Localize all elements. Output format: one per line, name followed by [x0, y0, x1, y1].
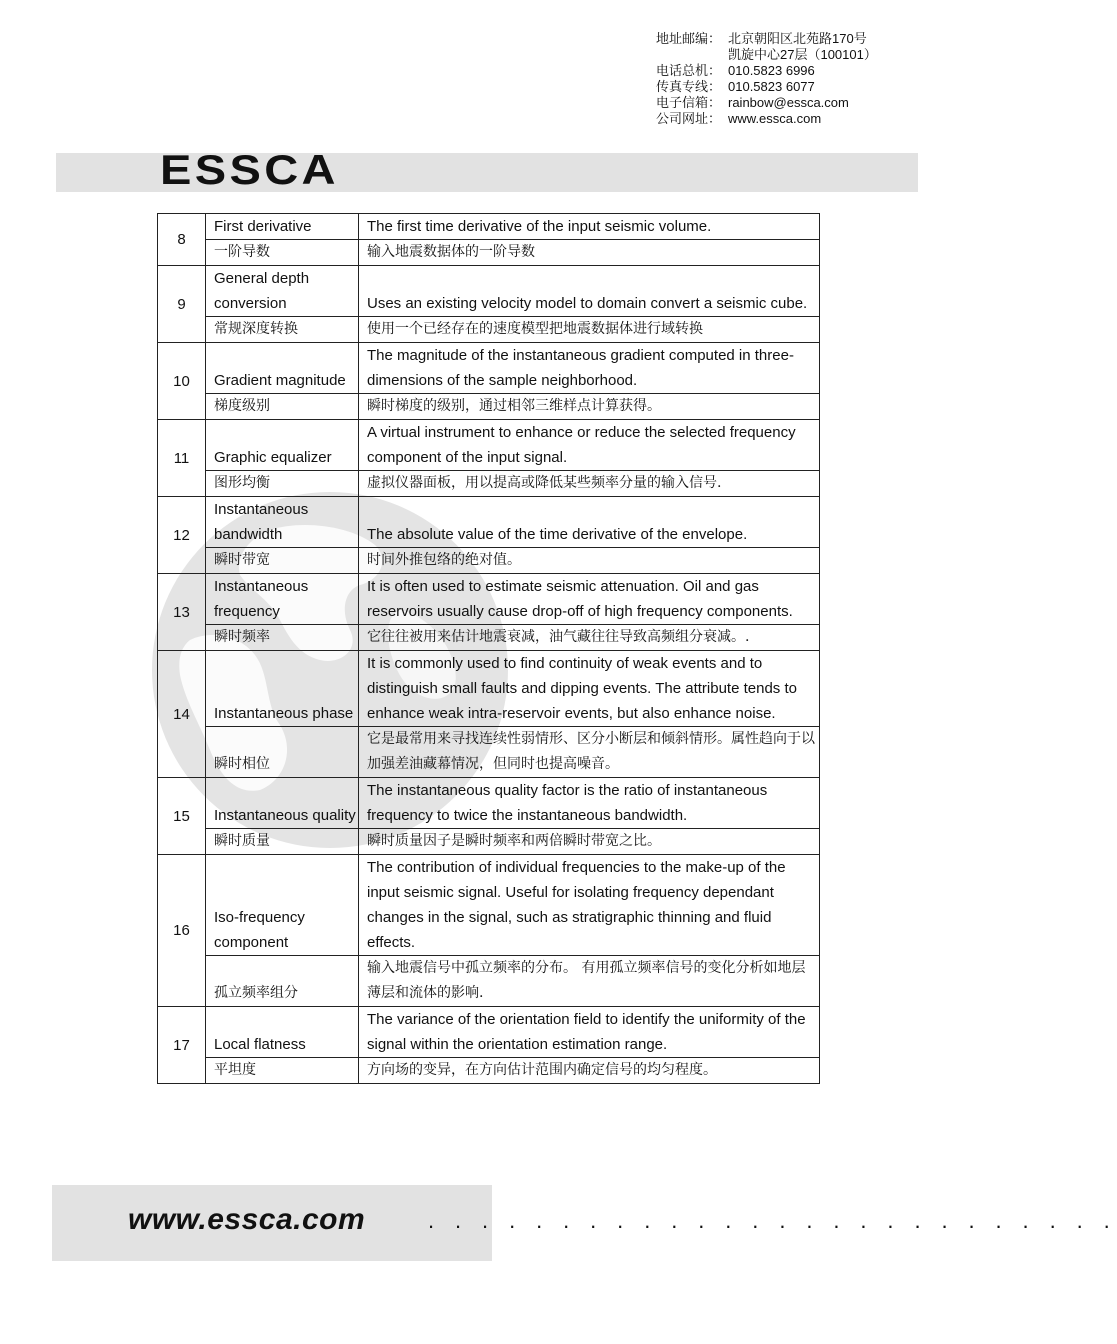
footer-dot-leader: . . . . . . . . . . . . . . . . . . . . . . . . . . — [428, 1208, 1117, 1233]
term-en: Local flatness — [206, 1007, 359, 1058]
definition-en: A virtual instrument to enhance or reduce the selected frequency component of the input signal. — [359, 420, 820, 471]
term-cn: 一阶导数 — [206, 240, 359, 266]
contact-address — [656, 31, 877, 47]
definition-en: It is commonly used to find continuity of weak events and to distinguish small faults and dipping events. The attribute tends to enhance weak intra-reservoir events, but also enhance noise. — [359, 651, 820, 727]
table-row — [158, 548, 820, 574]
term-cn: 图形均衡 — [206, 471, 359, 497]
definition-en: The magnitude of the instantaneous gradient computed in three-dimensions of the sample neighborhood. — [359, 343, 820, 394]
table-row — [158, 343, 820, 394]
table-row — [158, 727, 820, 778]
table-row — [158, 420, 820, 471]
table-row — [158, 471, 820, 497]
row-number: 16 — [158, 855, 206, 1007]
footer-website-link[interactable]: www.essca.com — [128, 1203, 366, 1236]
term-en: Gradient magnitude — [206, 343, 359, 394]
definition-en: It is often used to estimate seismic attenuation. Oil and gas reservoirs usually cause drop-off of high frequency components. — [359, 574, 820, 625]
term-en: Iso-frequency component — [206, 855, 359, 956]
term-en: Instantaneous frequency — [206, 574, 359, 625]
row-number: 14 — [158, 651, 206, 778]
contact-value: rainbow@essca.com — [728, 95, 849, 110]
table-row — [158, 266, 820, 317]
row-number: 10 — [158, 343, 206, 420]
contact-value: 010.5823 6077 — [728, 79, 815, 94]
definition-cn: 使用一个已经存在的速度模型把地震数据体进行域转换 — [359, 317, 820, 343]
table-row — [158, 497, 820, 548]
term-cn: 平坦度 — [206, 1058, 359, 1084]
row-number: 13 — [158, 574, 206, 651]
definition-cn: 它往往被用来估计地震衰减，油气藏往往导致高频组分衰减。. — [359, 625, 820, 651]
definition-en: The absolute value of the time derivative of the envelope. — [359, 497, 820, 548]
definition-cn: 输入地震数据体的一阶导数 — [359, 240, 820, 266]
attribute-table — [157, 213, 819, 1084]
term-cn: 瞬时质量 — [206, 829, 359, 855]
term-cn: 常规深度转换 — [206, 317, 359, 343]
contact-value: 凯旋中心27层（100101） — [728, 47, 877, 62]
table-row — [158, 855, 820, 956]
definition-cn: 虚拟仪器面板，用以提高或降低某些频率分量的输入信号. — [359, 471, 820, 497]
definition-cn: 瞬时质量因子是瞬时频率和两倍瞬时带宽之比。 — [359, 829, 820, 855]
definition-en: The instantaneous quality factor is the ratio of instantaneous frequency to twice the instantaneous bandwidth. — [359, 778, 820, 829]
definition-en: The contribution of individual frequencies to the make-up of the input seismic signal. Useful for isolating frequency dependant changes in the signal, such as stratigraphic thinning and fluid effects. — [359, 855, 820, 956]
definition-en: Uses an existing velocity model to domain convert a seismic cube. — [359, 266, 820, 317]
term-cn: 孤立频率组分 — [206, 956, 359, 1007]
contact-value: www.essca.com — [728, 111, 822, 126]
row-number: 12 — [158, 497, 206, 574]
contact-label: 电话总机： — [656, 63, 722, 78]
term-cn: 瞬时频率 — [206, 625, 359, 651]
definition-cn: 方向场的变异，在方向估计范围内确定信号的均匀程度。 — [359, 1058, 820, 1084]
contact-label: 地址邮编： — [656, 31, 722, 46]
definition-cn: 瞬时梯度的级别，通过相邻三维样点计算获得。 — [359, 394, 820, 420]
contact-block — [656, 31, 877, 127]
definition-cn: 时间外推包络的绝对值。 — [359, 548, 820, 574]
table-row — [158, 956, 820, 1007]
term-en: Instantaneous bandwidth — [206, 497, 359, 548]
contact-address-line2 — [656, 47, 877, 63]
term-en: Instantaneous phase — [206, 651, 359, 727]
row-number: 8 — [158, 214, 206, 266]
table-row — [158, 625, 820, 651]
brand-logo: ESSCA — [160, 146, 339, 193]
contact-label: 电子信箱： — [656, 95, 722, 110]
table-row — [158, 1058, 820, 1084]
table-row — [158, 778, 820, 829]
table-row — [158, 651, 820, 727]
term-cn: 瞬时带宽 — [206, 548, 359, 574]
row-number: 9 — [158, 266, 206, 343]
table-row — [158, 240, 820, 266]
definition-en: The first time derivative of the input seismic volume. — [359, 214, 820, 240]
term-cn: 梯度级别 — [206, 394, 359, 420]
table-row — [158, 574, 820, 625]
contact-label: 公司网址： — [656, 111, 722, 126]
table-row — [158, 1007, 820, 1058]
contact-email — [656, 95, 877, 111]
contact-label: 传真专线： — [656, 79, 722, 94]
definition-en: The variance of the orientation field to identify the uniformity of the signal within the orientation estimation range. — [359, 1007, 820, 1058]
term-en: Instantaneous quality — [206, 778, 359, 829]
table-row — [158, 214, 820, 240]
contact-value: 北京朝阳区北苑路170号 — [728, 31, 867, 46]
table-row — [158, 394, 820, 420]
contact-label — [656, 47, 728, 63]
definition-cn: 输入地震信号中孤立频率的分布。 有用孤立频率信号的变化分析如地层薄层和流体的影响. — [359, 956, 820, 1007]
term-cn: 瞬时相位 — [206, 727, 359, 778]
row-number: 17 — [158, 1007, 206, 1084]
row-number: 11 — [158, 420, 206, 497]
contact-fax — [656, 79, 877, 95]
contact-phone — [656, 63, 877, 79]
contact-website — [656, 111, 877, 127]
table-row — [158, 829, 820, 855]
row-number: 15 — [158, 778, 206, 855]
definition-cn: 它是最常用来寻找连续性弱情形、区分小断层和倾斜情形。属性趋向于以加强差油藏幕情况，但同时也提高噪音。 — [359, 727, 820, 778]
term-en: First derivative — [206, 214, 359, 240]
term-en: General depth conversion — [206, 266, 359, 317]
table-top-rule — [157, 213, 794, 214]
term-en: Graphic equalizer — [206, 420, 359, 471]
table-row — [158, 317, 820, 343]
contact-value: 010.5823 6996 — [728, 63, 815, 78]
